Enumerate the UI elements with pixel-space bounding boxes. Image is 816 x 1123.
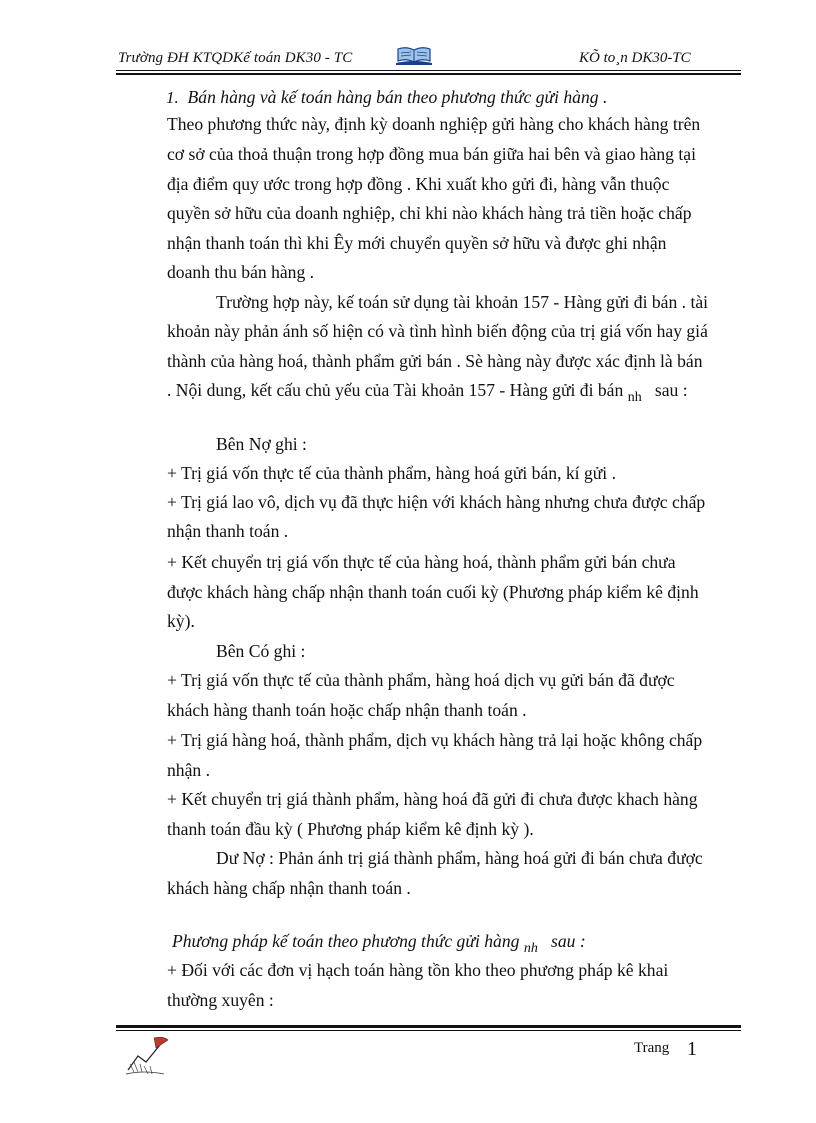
text-line: cơ sở của thoả thuận trong hợp đồng mua bán giữa hai bên và giao hàng tại <box>167 144 696 164</box>
header-left-text: Trường ĐH KTQDKế toán DK30 - TC <box>118 50 353 66</box>
text-segment: sau : <box>654 380 688 400</box>
text-line: + Đối với các đơn vị hạch toán hàng tồn kho theo phương pháp kê khai <box>167 960 669 980</box>
open-book-icon <box>395 44 433 71</box>
page-number: 1 <box>687 1038 697 1060</box>
footer-rule-thick <box>116 1025 741 1028</box>
text-line: thanh toán đầu kỳ ( Phương pháp kiểm kê định kỳ ). <box>167 819 534 839</box>
text-segment: sau : <box>551 931 586 951</box>
section-heading <box>166 86 607 109</box>
text-line: thường xuyên : <box>167 990 274 1010</box>
header-right-text: KÕ to¸n DK30-TC <box>579 50 691 66</box>
footer-rule <box>116 1030 741 1031</box>
text-line: + Trị giá hàng hoá, thành phẩm, dịch vụ khách hàng trả lại hoặc không chấp <box>167 730 703 750</box>
text-line: + Trị giá vốn thực tế của thành phẩm, hàng hoá dịch vụ gửi bán đã được <box>167 670 675 690</box>
text-line: quyền sở hữu của doanh nghiệp, chỉ khi nào khách hàng trả tiền hoặc chấp <box>167 203 692 223</box>
page-label: Trang <box>634 1040 670 1056</box>
text-fragment: nh <box>627 390 642 405</box>
text-line: được khách hàng chấp nhận thanh toán cuối kỳ (Phương pháp kiểm kê định <box>167 582 699 602</box>
heading-number: 1. <box>166 88 179 107</box>
text-line: + Kết chuyển trị giá vốn thực tế của hàng hoá, thành phẩm gửi bán chưa <box>167 552 676 572</box>
text-line: + Kết chuyển trị giá thành phẩm, hàng hoá đã gửi đi chưa được khach hàng <box>167 789 698 809</box>
text-line: + Trị giá lao vô, dịch vụ đã thực hiện với khách hàng nhưng chưa được chấp <box>167 492 706 512</box>
method-heading <box>172 930 586 955</box>
text-segment: . Nội dung, kết cấu chủ yếu của Tài khoản 157 - Hàng gửi đi bán <box>167 380 624 400</box>
quill-logo-icon <box>124 1034 170 1081</box>
text-line: Dư Nợ : Phản ánh trị giá thành phẩm, hàng hoá gửi đi bán chưa được <box>216 848 703 868</box>
page-header <box>116 44 741 70</box>
text-line: thành của hàng hoá, thành phẩm gửi bán . Sè hàng này được xác định là bán <box>167 351 703 371</box>
header-rule <box>116 70 741 71</box>
subheading-debit: Bên Nợ ghi : <box>216 434 307 454</box>
text-fragment: nh <box>523 941 538 956</box>
text-line: doanh thu bán hàng . <box>167 262 315 282</box>
text-line: + Trị giá vốn thực tế của thành phẩm, hàng hoá gửi bán, kí gửi . <box>167 463 616 483</box>
text-line: nhận . <box>167 760 210 780</box>
text-line: Trường hợp này, kế toán sử dụng tài khoản 157 - Hàng gửi đi bán . tài <box>216 292 709 312</box>
text-line: Theo phương thức này, định kỳ doanh nghiệp gửi hàng cho khách hàng trên <box>167 114 701 134</box>
text-line: kỳ). <box>167 611 195 631</box>
text-line: khách hàng chấp nhận thanh toán . <box>167 878 411 898</box>
subheading-credit: Bên Có ghi : <box>216 641 306 661</box>
text-line: khoản này phản ánh số hiện có và tình hình biến động của trị giá vốn hay giá <box>167 321 708 341</box>
text-line: địa điểm quy ước trong hợp đồng . Khi xuất kho gửi đi, hàng vẫn thuộc <box>167 174 670 194</box>
text-line <box>167 379 688 404</box>
text-line: nhận thanh toán thì khi Êy mới chuyển quyền sở hữu và được ghi nhận <box>167 233 667 253</box>
text-line: khách hàng thanh toán hoặc chấp nhận thanh toán . <box>167 700 527 720</box>
text-segment: Phương pháp kế toán theo phương thức gửi hàng <box>172 931 520 951</box>
header-rule-thick <box>116 73 741 75</box>
heading-text: Bán hàng và kế toán hàng bán theo phương thức gửi hàng . <box>187 87 608 107</box>
text-line: nhận thanh toán . <box>167 521 289 541</box>
